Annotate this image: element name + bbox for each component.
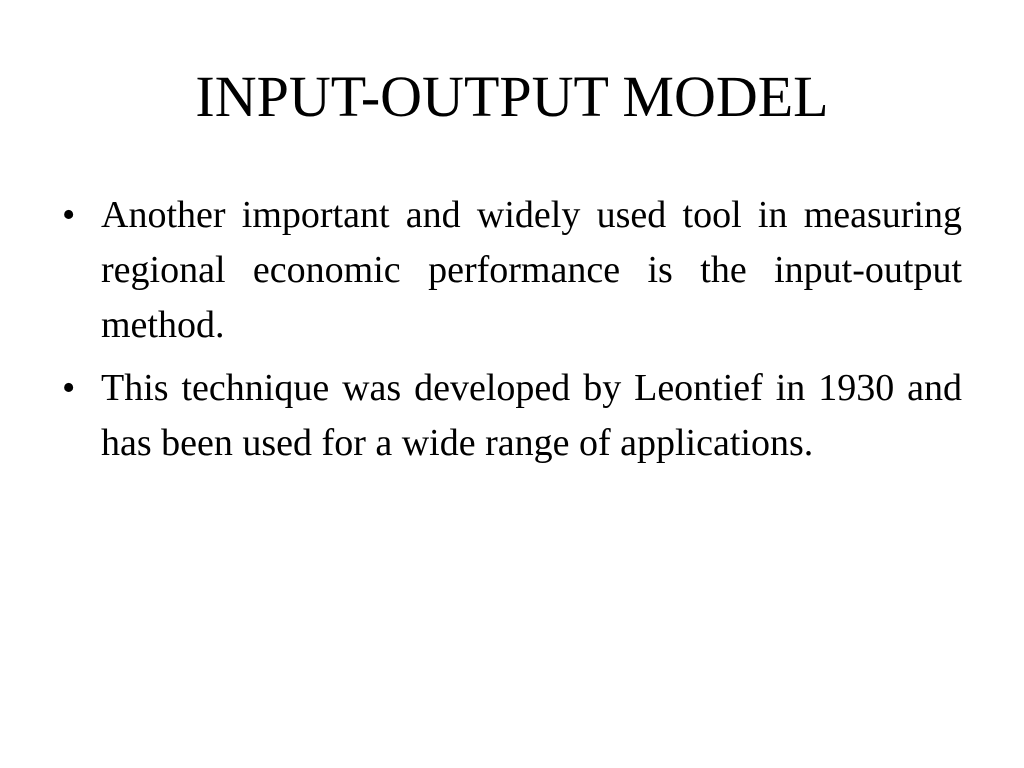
bullet-item	[62, 188, 962, 353]
slide-title: INPUT-OUTPUT MODEL	[195, 64, 829, 129]
bullet-text: This technique was developed by Leontief in 1930 and has been used for a wide range of applications.	[101, 367, 962, 464]
bullet-icon: •	[62, 194, 76, 236]
bullet-list	[62, 188, 962, 479]
bullet-text: Another important and widely used tool in measuring regional economic performance is the input-output method.	[101, 194, 962, 346]
bullet-icon: •	[62, 367, 76, 409]
bullet-item	[62, 361, 962, 471]
